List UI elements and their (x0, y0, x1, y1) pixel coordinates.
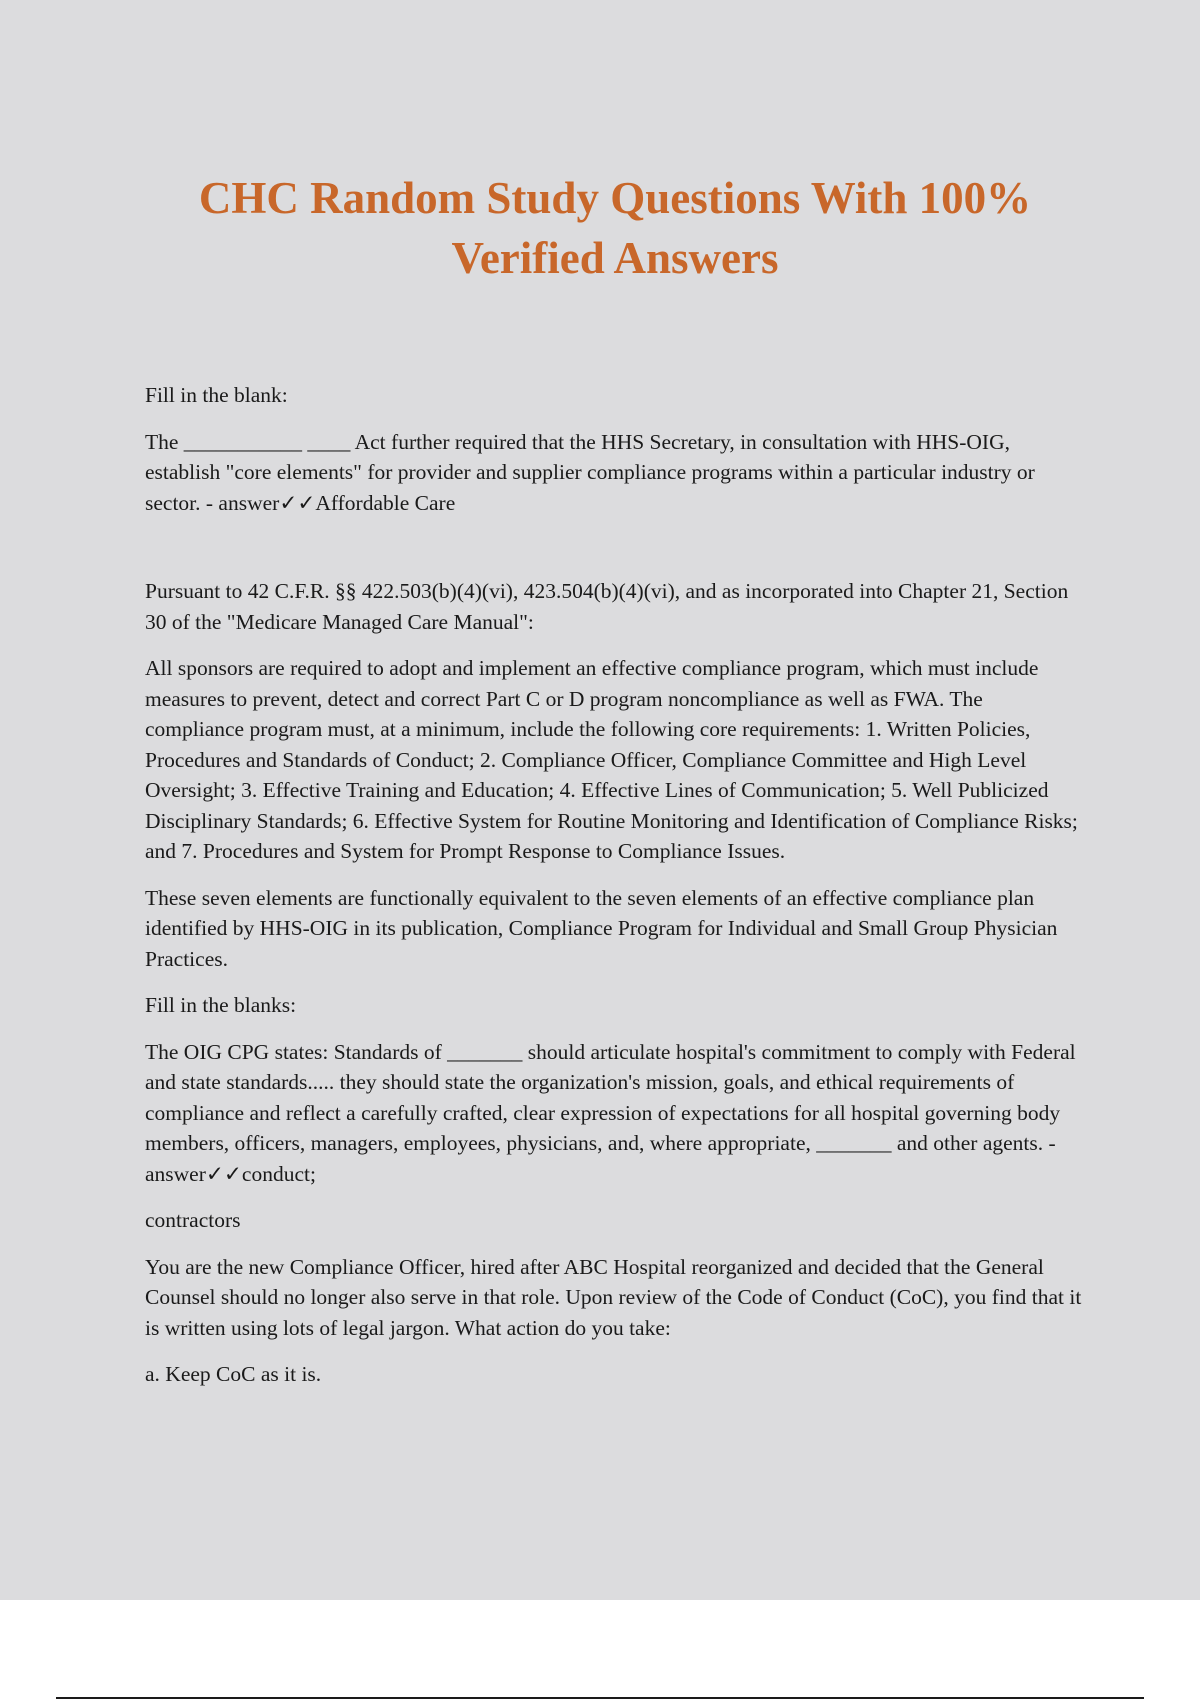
question-text: You are the new Compliance Officer, hired after ABC Hospital reorganized and decided that the General Counsel should no longer also serve in that role. Upon review of the Code of Conduct (CoC), you find that it is written using lots of legal jargon. What action do you take: (145, 1254, 1082, 1340)
question-text: The ___________ ____ Act further required that the HHS Secretary, in consultation with HHS-OIG, establish "core elements" for provider and supplier compliance programs within a particular industry or sector. - answer✓✓Affordable Care (145, 429, 1035, 515)
answer-continuation: contractors (145, 1208, 241, 1232)
footer-divider (56, 1697, 1144, 1699)
document-body (145, 380, 1085, 1406)
document-title: CHC Random Study Questions With 100% Verified Answers (198, 173, 1032, 283)
answer-option: a. Keep CoC as it is. (145, 1362, 322, 1386)
question-prompt: Fill in the blank: (145, 383, 288, 407)
question-prompt: Fill in the blanks: (145, 993, 297, 1017)
paragraph: All sponsors are required to adopt and implement an effective compliance program, which must include measures to prevent, detect and correct Part C or D program noncompliance as well as FWA. The compliance program must, at a minimum, include the following core requirements: 1. Written Policies, Procedures and Standards of Conduct; 2. Compliance Officer, Compliance Committee and High Level Oversight; 3. Effective Training and Education; 4. Effective Lines of Communication; 5. Well Publicized Disciplinary Standards; 6. Effective System for Routine Monitoring and Identification of Compliance Risks; and 7. Procedures and System for Prompt Response to Compliance Issues. (145, 656, 1078, 863)
paragraph: These seven elements are functionally equivalent to the seven elements of an effective compliance plan identified by HHS-OIG in its publication, Compliance Program for Individual and Small Group Physician Practices. (145, 885, 1058, 971)
question-text: The OIG CPG states: Standards of _______ should articulate hospital's commitment to comply with Federal and state standards..... they should state the organization's mission, goals, and ethical requirements of compliance and reflect a carefully crafted, clear expression of expectations for all hospital governing body members, officers, managers, employees, physicians, and, where appropriate, _______ and other agents. - answer✓✓conduct; (145, 1039, 1076, 1186)
question-prompt: Pursuant to 42 C.F.R. §§ 422.503(b)(4)(vi), 423.504(b)(4)(vi), and as incorporated into Chapter 21, Section 30 of the "Medicare Managed Care Manual": (145, 579, 1069, 634)
